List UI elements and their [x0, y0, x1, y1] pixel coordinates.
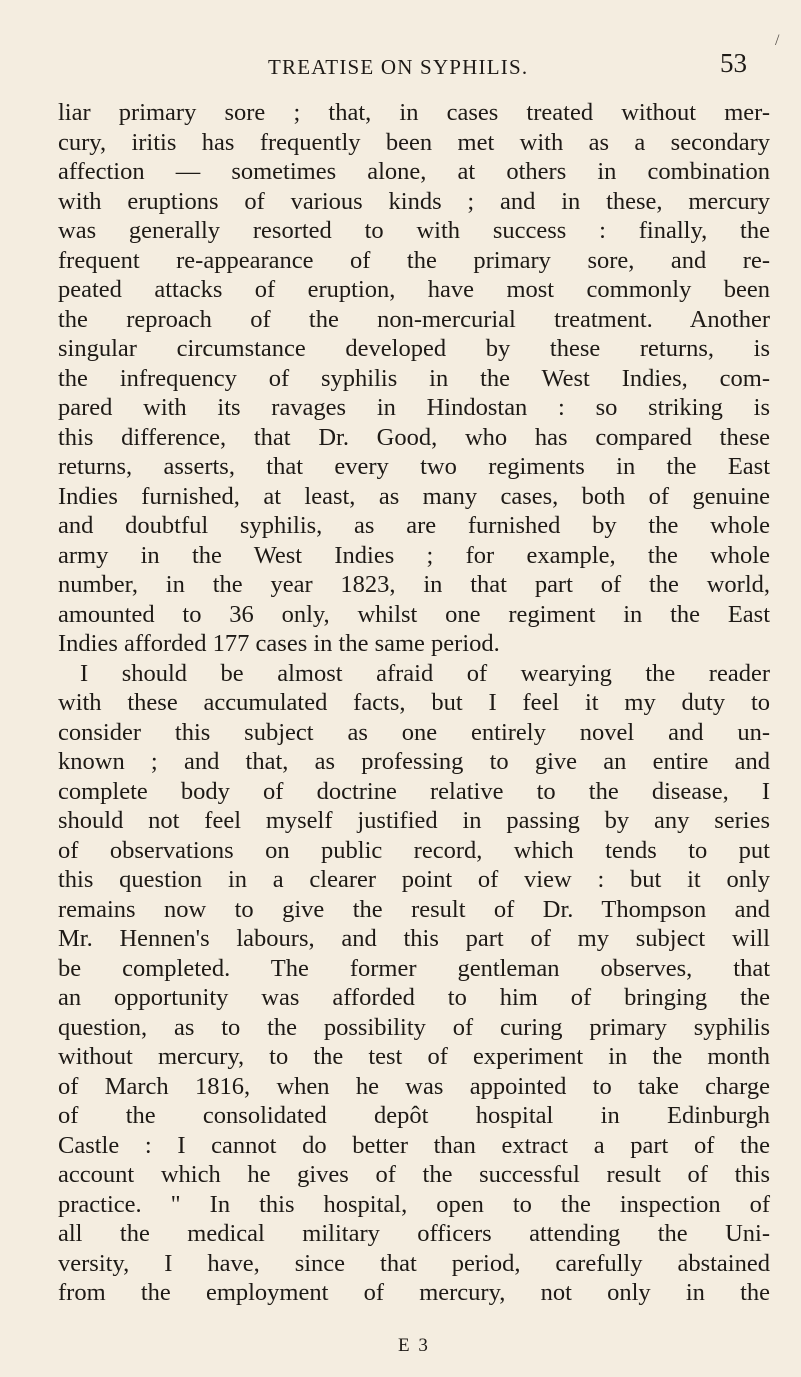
signature-mark: E 3 [398, 1335, 430, 1356]
text-line: returns, asserts, that every two regiments in the East [58, 453, 770, 480]
text-line: of the consolidated depôt hospital in Edinburgh [58, 1102, 770, 1129]
text-line: versity, I have, since that period, carefully abstained [58, 1249, 770, 1277]
text-line: be completed. The former gentleman observes, that [58, 954, 770, 982]
running-head-title: TREATISE ON SYPHILIS. [268, 55, 529, 79]
text-line: singular circumstance developed by these returns, is [58, 335, 770, 362]
text-line: number, in the year 1823, in that part of the world, [58, 571, 770, 598]
text-line: and doubtful syphilis, as are furnished by the whole [58, 512, 770, 539]
text-line: this difference, that Dr. Good, who has compared these [58, 423, 770, 451]
text-line: all the medical military officers attending the Uni- [58, 1220, 770, 1247]
text-line: remains now to give the result of Dr. Thompson and [58, 895, 770, 923]
text-line: Mr. Hennen's labours, and this part of my subject will [58, 925, 770, 952]
body-text [58, 98, 770, 1308]
text-line: peated attacks of eruption, have most commonly been [58, 276, 770, 303]
text-line: Indies furnished, at least, as many cases, both of genuine [58, 482, 770, 510]
text-line: question, as to the possibility of curing primary syphilis [58, 1013, 770, 1041]
text-line: I should be almost afraid of wearying the reader [80, 659, 770, 687]
text-line: frequent re-appearance of the primary sore, and re- [58, 246, 770, 274]
text-line: affection — sometimes alone, at others in combination [58, 158, 770, 185]
text-line: Indies afforded 177 cases in the same period. [58, 630, 500, 657]
text-line: with eruptions of various kinds ; and in these, mercury [58, 187, 770, 215]
text-line: the infrequency of syphilis in the West Indies, com- [58, 364, 770, 392]
text-line: complete body of doctrine relative to the disease, I [58, 777, 770, 805]
page-number: 53 [720, 48, 747, 78]
text-line: of observations on public record, which tends to put [58, 836, 770, 864]
text-line: was generally resorted to with success : finally, the [58, 217, 770, 244]
text-line: the reproach of the non-mercurial treatment. Another [58, 305, 770, 333]
text-line: with these accumulated facts, but I feel it my duty to [58, 689, 770, 716]
text-line: Castle : I cannot do better than extract a part of the [58, 1131, 770, 1159]
corner-mark: / [775, 32, 780, 49]
text-line: this question in a clearer point of view : but it only [58, 866, 770, 893]
text-line: an opportunity was afforded to him of bringing the [58, 984, 770, 1011]
text-line: without mercury, to the test of experiment in the month [58, 1043, 770, 1070]
text-line: cury, iritis has frequently been met with as a secondary [58, 128, 770, 156]
text-line: amounted to 36 only, whilst one regiment in the East [58, 600, 770, 628]
text-line: account which he gives of the successful result of this [58, 1161, 770, 1188]
text-line: consider this subject as one entirely novel and un- [58, 718, 770, 746]
text-line: of March 1816, when he was appointed to take charge [58, 1072, 770, 1100]
text-line: known ; and that, as professing to give an entire and [58, 748, 770, 775]
text-line: pared with its ravages in Hindostan : so striking is [58, 394, 770, 421]
text-line: liar primary sore ; that, in cases treated without mer- [58, 99, 770, 126]
text-line: practice. " In this hospital, open to the inspection of [58, 1190, 770, 1218]
text-line: from the employment of mercury, not only in the [58, 1279, 770, 1306]
text-line: army in the West Indies ; for example, the whole [58, 541, 770, 569]
text-line: should not feel myself justified in passing by any series [58, 807, 770, 834]
